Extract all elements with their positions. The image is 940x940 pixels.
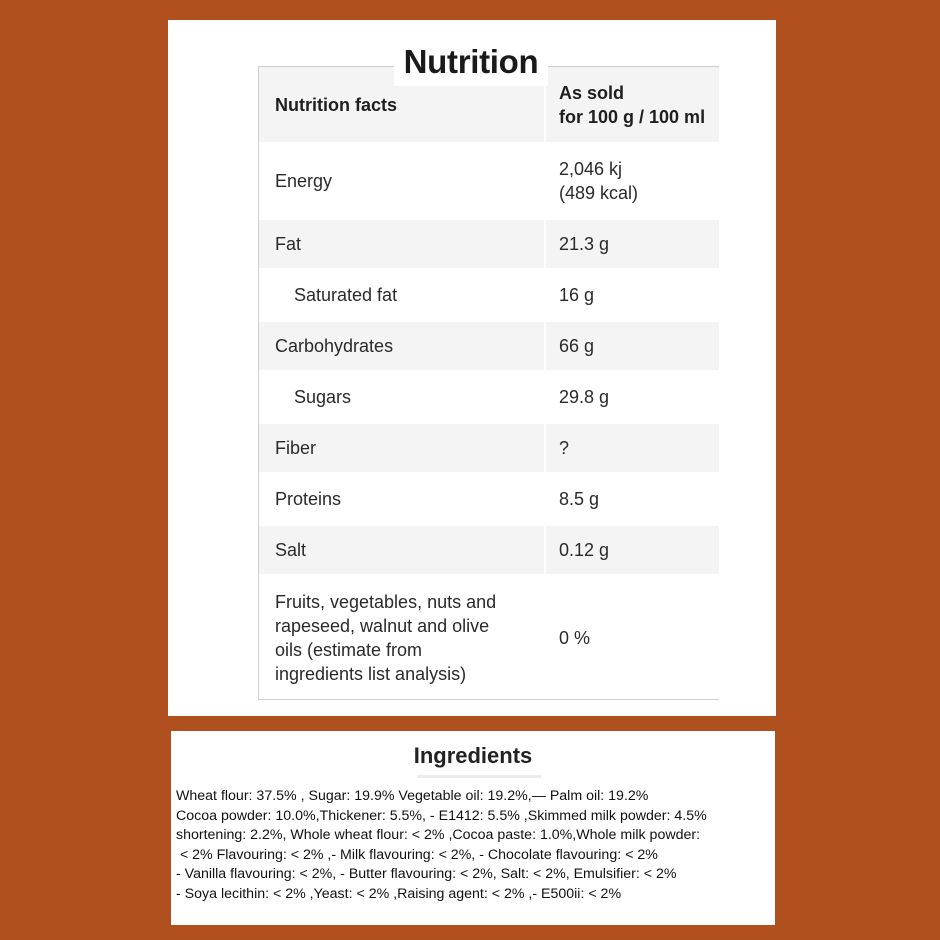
table-row [259, 373, 719, 421]
fruit-label-line: Fruits, vegetables, nuts and [275, 592, 497, 612]
row-label: Saturated fat [294, 285, 398, 305]
row-value: 21.3 g [546, 220, 719, 268]
row-value: 66 g [546, 322, 719, 370]
table-row [259, 424, 719, 472]
row-value: 16 g [559, 285, 595, 305]
ingredients-line: shortening: 2.2%, Whole wheat flour: < 2% ,Cocoa paste: 1.0%,Whole milk powder: [176, 827, 701, 844]
fruit-label-line: ingredients list analysis) [275, 664, 467, 684]
table-row [259, 142, 719, 220]
table-row [259, 220, 719, 268]
header-value-line1: As sold [559, 82, 625, 103]
row-label: Salt [259, 526, 544, 574]
ingredients-line: Cocoa powder: 10.0%,Thickener: 5.5%, - E1412: 5.5% ,Skimmed milk powder: 4.5% [176, 807, 707, 824]
row-value: 8.5 g [559, 489, 600, 509]
row-value: 0 % [559, 628, 591, 648]
nutrition-table [258, 66, 719, 700]
energy-kj: 2,046 kj [559, 159, 623, 179]
table-row [259, 526, 719, 574]
header-value-line2: for 100 g / 100 ml [559, 106, 706, 127]
ingredients-line: - Vanilla flavouring: < 2%, - Butter flavouring: < 2%, Salt: < 2%, Emulsifier: < 2% [176, 866, 677, 883]
row-value: ? [546, 424, 719, 472]
ingredients-line: Wheat flour: 37.5% , Sugar: 19.9% Vegetable oil: 19.2%,— Palm oil: 19.2% [176, 788, 649, 804]
header-label: Nutrition facts [259, 67, 544, 142]
row-value [546, 142, 719, 220]
row-label: Fat [259, 220, 544, 268]
nutrition-title: Nutrition [394, 38, 548, 86]
row-label: Proteins [275, 489, 342, 509]
ingredients-line: < 2% Flavouring: < 2% ,- Milk flavouring: < 2%, - Chocolate flavouring: < 2% [176, 846, 658, 863]
ingredients-line: - Soya lecithin: < 2% ,Yeast: < 2% ,Raising agent: < 2% ,- E500ii: < 2% [176, 885, 622, 902]
row-label: Carbohydrates [259, 322, 544, 370]
fruit-label-line: rapeseed, walnut and olive [275, 616, 490, 636]
energy-kcal: (489 kcal) [559, 183, 639, 203]
header-value [546, 67, 719, 142]
row-label [259, 577, 544, 699]
ingredients-text [176, 787, 772, 905]
table-row [259, 577, 719, 699]
fruit-label-line: oils (estimate from [275, 640, 423, 660]
row-value: 0.12 g [546, 526, 719, 574]
row-label: Fiber [259, 424, 544, 472]
title-underline [417, 775, 541, 778]
row-value: 29.8 g [559, 387, 610, 407]
row-label: Sugars [294, 387, 352, 407]
table-row [259, 475, 719, 523]
table-row [259, 322, 719, 370]
ingredients-title: Ingredients [413, 743, 533, 768]
ingredients-panel [171, 731, 775, 925]
row-label: Energy [275, 171, 333, 191]
table-row [259, 271, 719, 319]
